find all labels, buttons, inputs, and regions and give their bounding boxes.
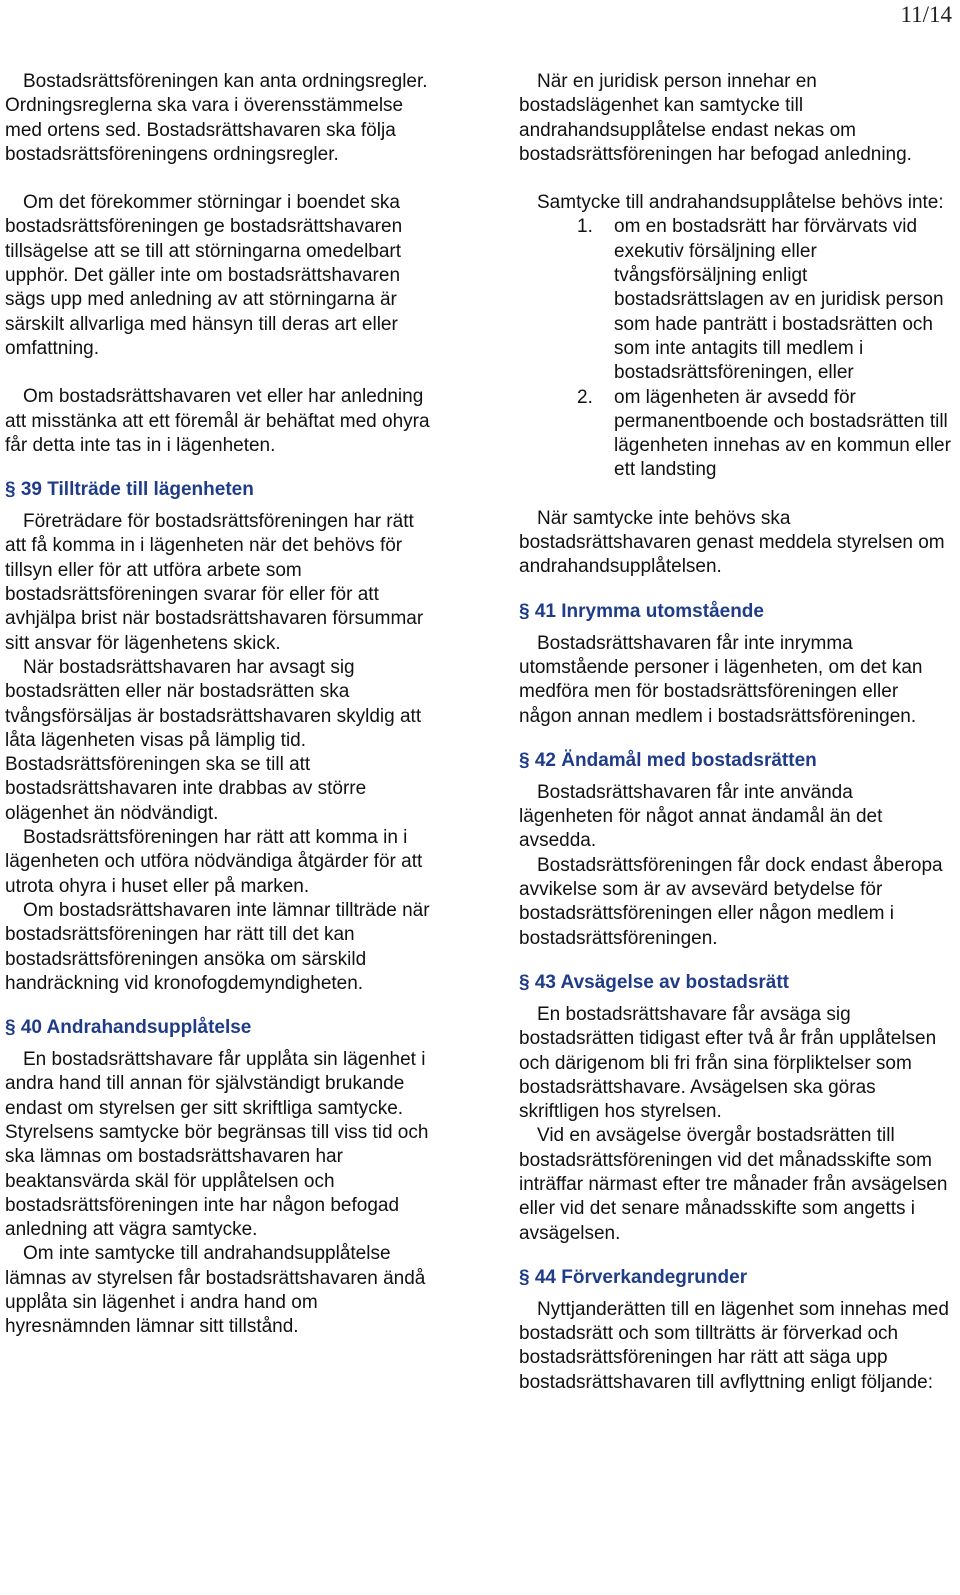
list-item — [519, 386, 951, 483]
paragraph-42-1: Bostadsrättshavaren får inte använda lägenheten för något annat ändamål än det avsedda. — [519, 781, 883, 852]
section-heading-39: § 39 Tillträde till lägenheten — [5, 479, 254, 501]
list-item-number: 1. — [577, 216, 593, 238]
paragraph-40-1: En bostadsrättshavare får upplåta sin lägenhet i andra hand till annan för självständigt brukande endast om styrelsen ger sitt skriftliga samtycke. Styrelsens samtycke bör begränsas till viss tid och ska lämnas om bostadsrättshavaren har beaktansvärda skäl för upplåtelsen och bostadsrättsföreningen inte har någon befogad anledning att vägra samtycke. — [5, 1049, 429, 1241]
paragraph-meddela-styrelsen: När samtycke inte behövs ska bostadsrättshavaren genast meddela styrelsen om andrahandsupplåtelsen. — [519, 507, 945, 578]
paragraph-ordningsregler: Bostadsrättsföreningen kan anta ordningsregler. Ordningsreglerna ska vara i överensstämmelse med ortens sed. Bostadsrättshavaren ska följa bostadsrättsföreningens ordningsregler. — [5, 71, 428, 165]
section-heading-42: § 42 Ändamål med bostadsrätten — [519, 749, 817, 771]
paragraph-44-1: Nyttjanderätten till en lägenhet som innehas med bostadsrätt och som tillträtts är förverkad och bostadsrättsföreningen har rätt att säga upp bostadsrättshavaren till avflyttning enligt följande: — [519, 1298, 949, 1393]
list-item — [519, 215, 951, 385]
exemption-list — [519, 215, 951, 482]
paragraph-storningar: Om det förekommer störningar i boendet ska bostadsrättsföreningen ge bostadsrättshavaren tillsägelse att se till att störningarna omedelbart upphör. Det gäller inte om bostadsrättshavaren sägs upp med anledning av att störningarna är särskilt allvarliga med hänsyn till deras art eller omfattning. — [5, 192, 403, 359]
paragraph-39-2: När bostadsrättshavaren har avsagt sig bostadsrätten eller när bostadsrätten ska tvångsförsäljas är bostadsrättshavaren skyldig att låta lägenheten visas på lämplig tid. Bostadsrättsföreningen ska se till att bostadsrättshavaren inte drabbas av större olägenhet än nödvändigt. — [5, 656, 422, 824]
paragraph-39-1: Företrädare för bostadsrättsföreningen har rätt att få komma in i lägenheten när det behövs för tillsyn eller för att utföra arbete som bostadsrättsföreningen svarar för eller för att avhjälpa brist när bostadsrättshavaren försummar sitt ansvar för lägenhetens skick. — [5, 511, 424, 654]
paragraph-43-2: Vid en avsägelse övergår bostadsrätten till bostadsrättsföreningen vid det månadsskifte som inträffar närmast efter tre månader från avsägelsen eller vid det senare månadsskifte som angetts i avsägelsen. — [519, 1125, 948, 1244]
page-number: 11/14 — [900, 2, 952, 27]
paragraph-40-2: Om inte samtycke till andrahandsupplåtelse lämnas av styrelsen får bostadsrättshavaren ändå upplåta sin lägenhet i andra hand om hyresnämnden lämnar sitt tillstånd. — [5, 1243, 426, 1338]
paragraph-samtycke-behovs-inte: Samtycke till andrahandsupplåtelse behövs inte: — [537, 192, 944, 214]
section-heading-43: § 43 Avsägelse av bostadsrätt — [519, 971, 790, 993]
paragraph-39-3: Bostadsrättsföreningen har rätt att komma in i lägenheten och utföra nödvändiga åtgärder för att utrota ohyra i huset eller på marken. — [5, 827, 423, 897]
paragraph-39-4: Om bostadsrättshavaren inte lämnar tillträde när bostadsrättsföreningen har rätt till det kan bostadsrättsföreningen ansöka om särskild handräckning vid kronofogdemyndigheten. — [5, 899, 430, 994]
paragraph-43-1: En bostadsrättshavare får avsäga sig bostadsrätten tidigast efter två år från upplåtelsen och därigenom bli fri från sina förpliktelser som bostadsrättshavare. Avsägelsen ska göras skriftligen hos styrelsen. — [519, 1003, 937, 1123]
list-item-text: om en bostadsrätt har förvärvats vid exekutiv försäljning eller tvångsförsäljning enligt bostadsrättslagen av en juridisk person som hade panträtt i bostadsrätten och som inte antagits till medlem i bostadsrättsföreningen, eller — [614, 216, 944, 384]
paragraph-42-2: Bostadsrättsföreningen får dock endast åberopa avvikelse som är av avsevärd betydelse för bostadsrättsföreningen eller någon medlem i bostadsrättsföreningen. — [519, 854, 943, 949]
list-item-number: 2. — [577, 386, 593, 408]
paragraph-juridisk-person: När en juridisk person innehar en bostadslägenhet kan samtycke till andrahandsupplåtelse endast nekas om bostadsrättsföreningen har befogad anledning. — [519, 71, 912, 165]
section-heading-40: § 40 Andrahandsupplåtelse — [5, 1017, 252, 1039]
paragraph-41-1: Bostadsrättshavaren får inte inrymma utomstående personer i lägenheten, om det kan medföra men för bostadsrättsföreningen eller någon annan medlem i bostadsrättsföreningen. — [519, 632, 923, 727]
left-column — [5, 70, 430, 1340]
right-column — [519, 70, 951, 1395]
list-item-text: om lägenheten är avsedd för permanentboende och bostadsrätten till lägenheten innehas av en kommun eller ett landsting — [614, 386, 951, 481]
section-heading-41: § 41 Inrymma utomstående — [519, 600, 764, 622]
paragraph-ohyra: Om bostadsrättshavaren vet eller har anledning att misstänka att ett föremål är behäftat med ohyra får detta inte tas in i lägenheten. — [5, 386, 430, 456]
section-heading-44: § 44 Förverkandegrunder — [519, 1266, 748, 1288]
